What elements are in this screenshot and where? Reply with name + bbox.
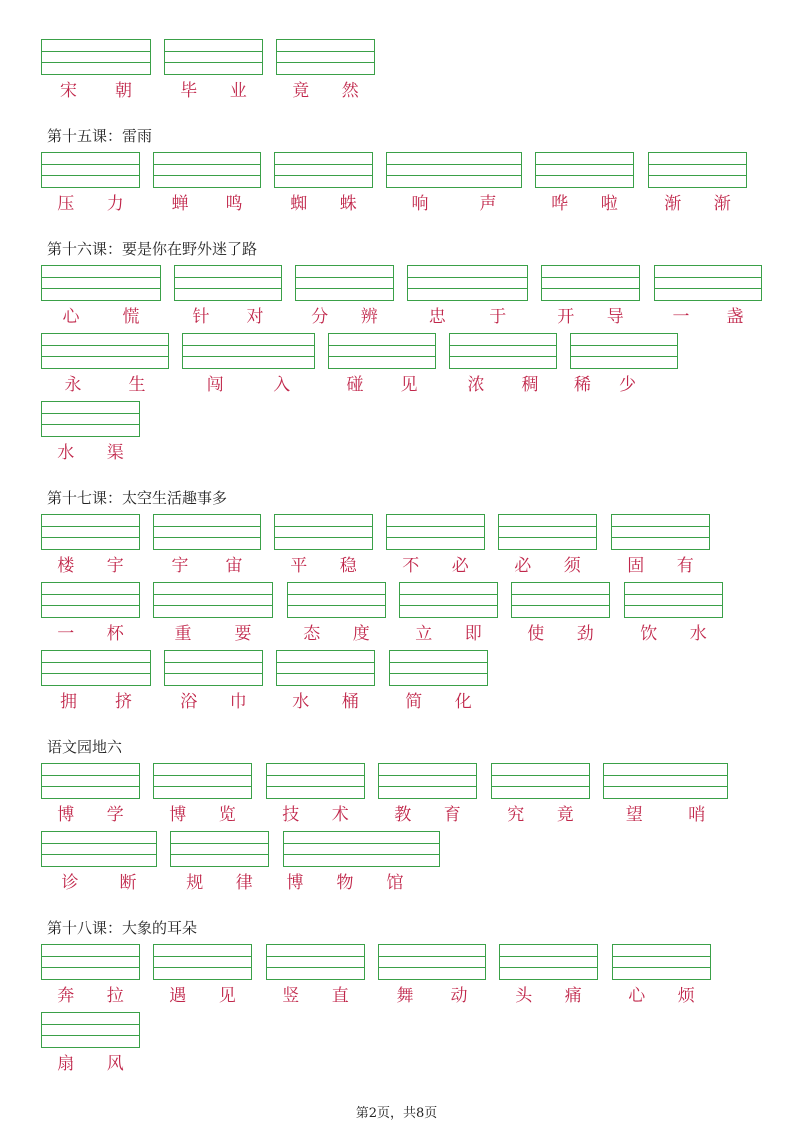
lesson-heading: 语文园地六 (47, 738, 123, 756)
hanzi-char: 简 (405, 691, 423, 712)
hanzi-char: 使 (527, 623, 545, 644)
hanzi-char: 重 (174, 623, 192, 644)
pinyin-box (41, 265, 161, 301)
hanzi-char: 楼 (57, 555, 75, 576)
hanzi-char: 哨 (688, 804, 706, 825)
hanzi-char: 头 (515, 985, 533, 1006)
pinyin-box (266, 944, 365, 980)
pinyin-box (570, 333, 678, 369)
hanzi-char: 宇 (106, 555, 124, 576)
hanzi-char: 必 (514, 555, 532, 576)
word-chars (41, 77, 151, 99)
word-chars (170, 869, 269, 891)
hanzi-char: 直 (331, 985, 349, 1006)
lesson-heading: 第十五课：雷雨 (47, 127, 153, 145)
hanzi-char: 业 (229, 80, 247, 101)
word-chars (378, 982, 486, 1004)
hanzi-char: 规 (186, 872, 204, 893)
hanzi-char: 压 (57, 193, 75, 214)
word-chars (270, 869, 420, 891)
pinyin-box (153, 514, 261, 550)
hanzi-char: 饮 (640, 623, 658, 644)
hanzi-char: 开 (557, 306, 575, 327)
word-chars (41, 869, 157, 891)
hanzi-char: 度 (352, 623, 370, 644)
pinyin-box (274, 152, 373, 188)
pinyin-box (174, 265, 282, 301)
pinyin-box (153, 763, 252, 799)
pinyin-box (170, 831, 269, 867)
hanzi-char: 竟 (292, 80, 310, 101)
pinyin-box (41, 514, 140, 550)
hanzi-char: 风 (106, 1053, 124, 1074)
word-chars (386, 190, 522, 212)
hanzi-char: 水 (689, 623, 707, 644)
pinyin-box (407, 265, 528, 301)
hanzi-char: 化 (454, 691, 472, 712)
hanzi-char: 宙 (225, 555, 243, 576)
pinyin-box (41, 831, 157, 867)
hanzi-char: 渐 (664, 193, 682, 214)
pinyin-box (449, 333, 557, 369)
word-chars (41, 1050, 140, 1072)
lesson-heading: 第十七课：太空生活趣事多 (47, 489, 228, 507)
word-chars (153, 620, 273, 642)
pinyin-box (491, 763, 590, 799)
hanzi-char: 拥 (60, 691, 77, 712)
pinyin-box (648, 152, 747, 188)
hanzi-char: 毕 (180, 80, 198, 101)
hanzi-char: 学 (106, 804, 124, 825)
pinyin-box (266, 763, 365, 799)
hanzi-char: 劲 (576, 623, 594, 644)
hanzi-char: 见 (400, 374, 418, 395)
hanzi-char: 要 (234, 623, 252, 644)
hanzi-char: 动 (450, 985, 468, 1006)
hanzi-char: 水 (57, 442, 75, 463)
hanzi-char: 究 (507, 804, 525, 825)
hanzi-char: 不 (402, 555, 420, 576)
word-chars (153, 190, 261, 212)
hanzi-char: 对 (246, 306, 264, 327)
pinyin-box (41, 401, 140, 437)
pinyin-box (541, 265, 640, 301)
hanzi-char: 生 (128, 374, 146, 395)
word-chars (498, 552, 597, 574)
word-chars (535, 190, 634, 212)
lesson-heading: 第十六课：要是你在野外迷了路 (47, 240, 258, 258)
hanzi-char: 蛛 (339, 193, 357, 214)
hanzi-char: 术 (331, 804, 349, 825)
hanzi-char: 巾 (229, 691, 247, 712)
pinyin-box (276, 650, 375, 686)
word-chars (612, 982, 711, 1004)
word-chars (603, 801, 728, 823)
pinyin-box (386, 152, 522, 188)
hanzi-char: 渐 (713, 193, 731, 214)
hanzi-char: 扇 (57, 1053, 75, 1074)
pinyin-box (654, 265, 762, 301)
hanzi-char: 宇 (171, 555, 189, 576)
pinyin-box (41, 333, 169, 369)
pinyin-box (399, 582, 498, 618)
hanzi-char: 须 (563, 555, 581, 576)
word-chars (611, 552, 710, 574)
hanzi-char: 物 (336, 872, 354, 893)
word-chars (378, 801, 477, 823)
word-chars (153, 552, 261, 574)
pinyin-box (164, 650, 263, 686)
pinyin-box (164, 39, 263, 75)
hanzi-char: 朝 (115, 80, 132, 101)
hanzi-char: 览 (218, 804, 236, 825)
word-chars (274, 190, 373, 212)
pinyin-box (41, 152, 140, 188)
word-chars (41, 439, 140, 461)
pinyin-box (41, 944, 140, 980)
hanzi-char: 力 (106, 193, 124, 214)
page-number: 第2页，共8页 (355, 1106, 438, 1121)
word-chars (511, 620, 610, 642)
hanzi-char: 碰 (346, 374, 364, 395)
word-chars (389, 688, 488, 710)
word-chars (274, 552, 373, 574)
hanzi-char: 哗 (551, 193, 569, 214)
hanzi-char: 奔 (57, 985, 75, 1006)
word-chars (654, 303, 762, 325)
hanzi-char: 断 (119, 872, 137, 893)
hanzi-char: 啦 (600, 193, 618, 214)
pinyin-box (603, 763, 728, 799)
pinyin-box (535, 152, 634, 188)
pinyin-box (276, 39, 375, 75)
pinyin-box (624, 582, 723, 618)
hanzi-char: 见 (218, 985, 236, 1006)
hanzi-char: 态 (303, 623, 321, 644)
pinyin-box (41, 650, 151, 686)
hanzi-char: 教 (394, 804, 412, 825)
hanzi-char: 忠 (428, 306, 446, 327)
hanzi-char: 闯 (206, 374, 224, 395)
word-chars (541, 303, 640, 325)
hanzi-char: 慌 (122, 306, 140, 327)
hanzi-char: 蜘 (290, 193, 308, 214)
word-chars (560, 371, 650, 393)
word-chars (164, 77, 263, 99)
pinyin-box (378, 944, 486, 980)
pinyin-box (274, 514, 373, 550)
word-chars (399, 620, 498, 642)
pinyin-box (182, 333, 315, 369)
hanzi-char: 一 (672, 306, 690, 327)
hanzi-char: 辨 (360, 306, 378, 327)
hanzi-char: 律 (235, 872, 253, 893)
hanzi-char: 立 (415, 623, 433, 644)
hanzi-char: 盏 (726, 306, 744, 327)
hanzi-char: 渠 (106, 442, 124, 463)
hanzi-char: 舞 (396, 985, 414, 1006)
hanzi-char: 杯 (106, 623, 124, 644)
pinyin-box (611, 514, 710, 550)
word-chars (153, 982, 252, 1004)
hanzi-char: 馆 (386, 872, 404, 893)
pinyin-box (41, 1012, 140, 1048)
hanzi-char: 针 (192, 306, 210, 327)
hanzi-char: 心 (62, 306, 80, 327)
hanzi-char: 桶 (341, 691, 359, 712)
hanzi-char: 有 (676, 555, 694, 576)
word-chars (41, 552, 140, 574)
hanzi-char: 浓 (467, 374, 485, 395)
pinyin-box (511, 582, 610, 618)
word-chars (41, 982, 140, 1004)
hanzi-char: 稳 (339, 555, 357, 576)
word-chars (41, 371, 169, 393)
hanzi-char: 拉 (106, 985, 124, 1006)
word-chars (386, 552, 485, 574)
hanzi-char: 平 (290, 555, 308, 576)
hanzi-char: 宋 (60, 80, 77, 101)
word-chars (41, 190, 140, 212)
word-chars (41, 688, 151, 710)
hanzi-char: 育 (443, 804, 461, 825)
hanzi-char: 博 (286, 872, 304, 893)
hanzi-char: 诊 (61, 872, 79, 893)
word-chars (164, 688, 263, 710)
pinyin-box (41, 763, 140, 799)
word-chars (449, 371, 557, 393)
word-chars (491, 801, 590, 823)
word-chars (41, 303, 161, 325)
hanzi-char: 固 (627, 555, 645, 576)
hanzi-char: 浴 (180, 691, 198, 712)
pinyin-box (283, 831, 440, 867)
hanzi-char: 技 (282, 804, 300, 825)
word-chars (407, 303, 528, 325)
pinyin-box (153, 152, 261, 188)
pinyin-box (612, 944, 711, 980)
hanzi-char: 永 (64, 374, 82, 395)
hanzi-char: 心 (628, 985, 646, 1006)
word-chars (328, 371, 436, 393)
hanzi-char: 水 (292, 691, 310, 712)
hanzi-char: 响 (411, 193, 429, 214)
hanzi-char: 遇 (169, 985, 187, 1006)
pinyin-box (499, 944, 598, 980)
hanzi-char: 少 (619, 374, 636, 395)
pinyin-box (389, 650, 488, 686)
hanzi-char: 即 (464, 623, 482, 644)
pinyin-box (328, 333, 436, 369)
hanzi-char: 于 (489, 306, 507, 327)
pinyin-box (41, 582, 140, 618)
hanzi-char: 然 (341, 80, 359, 101)
word-chars (499, 982, 598, 1004)
hanzi-char: 导 (606, 306, 624, 327)
hanzi-char: 望 (625, 804, 643, 825)
pinyin-box (386, 514, 485, 550)
hanzi-char: 必 (451, 555, 469, 576)
word-chars (266, 801, 365, 823)
word-chars (287, 620, 386, 642)
hanzi-char: 分 (311, 306, 329, 327)
word-chars (266, 982, 365, 1004)
hanzi-char: 稀 (574, 374, 591, 395)
word-chars (153, 801, 252, 823)
hanzi-char: 鸣 (225, 193, 243, 214)
word-chars (276, 77, 375, 99)
word-chars (41, 801, 140, 823)
hanzi-char: 烦 (677, 985, 695, 1006)
hanzi-char: 痛 (564, 985, 582, 1006)
hanzi-char: 挤 (115, 691, 132, 712)
word-chars (624, 620, 723, 642)
pinyin-box (153, 582, 273, 618)
pinyin-box (295, 265, 394, 301)
pinyin-box (498, 514, 597, 550)
hanzi-char: 稠 (521, 374, 539, 395)
word-chars (174, 303, 282, 325)
word-chars (648, 190, 747, 212)
word-chars (182, 371, 315, 393)
lesson-heading: 第十八课：大象的耳朵 (47, 919, 198, 937)
hanzi-char: 声 (479, 193, 497, 214)
hanzi-char: 竖 (282, 985, 300, 1006)
hanzi-char: 蝉 (171, 193, 189, 214)
word-chars (295, 303, 394, 325)
word-chars (41, 620, 140, 642)
pinyin-box (41, 39, 151, 75)
word-chars (276, 688, 375, 710)
hanzi-char: 入 (273, 374, 291, 395)
hanzi-char: 竟 (556, 804, 574, 825)
pinyin-box (287, 582, 386, 618)
hanzi-char: 一 (57, 623, 75, 644)
pinyin-box (378, 763, 477, 799)
pinyin-box (153, 944, 252, 980)
hanzi-char: 博 (169, 804, 187, 825)
hanzi-char: 博 (57, 804, 75, 825)
